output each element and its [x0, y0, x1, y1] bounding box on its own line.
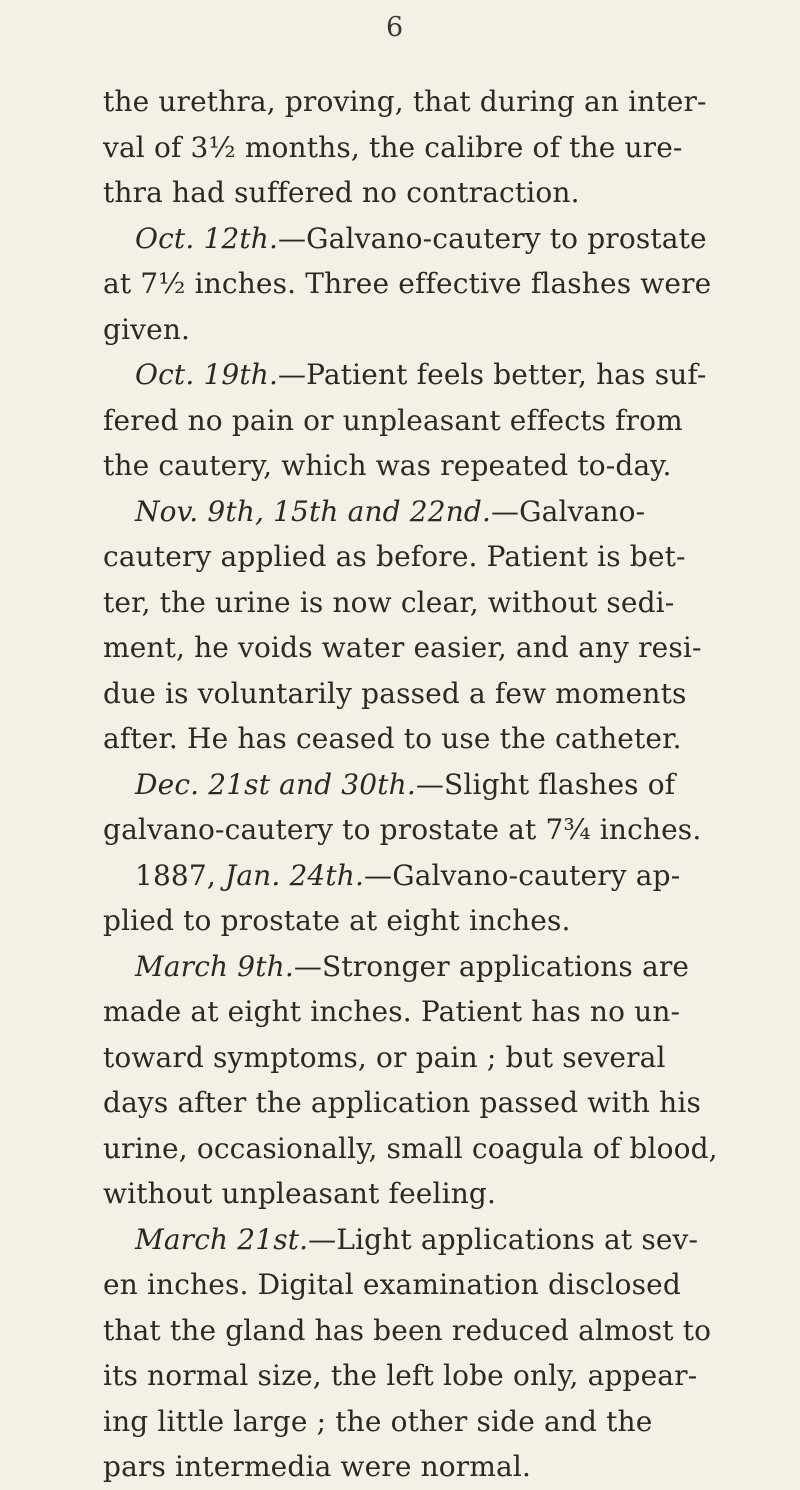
line-text: its normal size, the left lobe only, appear- — [103, 1359, 698, 1392]
text-line — [103, 898, 743, 944]
line-text: —Galvano-cautery ap- — [364, 858, 681, 892]
line-text: made at eight inches. Patient has no un- — [103, 995, 681, 1028]
text-line — [103, 534, 743, 580]
entry-line — [103, 1217, 743, 1263]
text-line — [103, 625, 743, 671]
entry-line — [103, 944, 743, 990]
line-text: —Light applications at sev- — [308, 1222, 699, 1256]
text-line — [103, 989, 743, 1035]
entry-line — [103, 352, 743, 398]
text-line — [103, 580, 743, 626]
line-text: due is voluntarily passed a few moments — [103, 676, 687, 710]
entry-date: Oct. 19th. — [135, 358, 279, 391]
line-text: fered no pain or unpleasant effects from — [103, 403, 683, 437]
line-text: en inches. Digital examination disclosed — [103, 1268, 681, 1301]
line-text: —Stronger applications are — [293, 949, 690, 983]
line-text: given. — [103, 312, 191, 346]
text-line — [103, 1262, 743, 1308]
entry-date: March 9th. — [135, 949, 294, 983]
page-number: 6 — [386, 12, 404, 43]
line-text: ment, he voids water easier, and any resi- — [103, 631, 702, 664]
text-line — [103, 1126, 743, 1172]
line-text: that the gland has been reduced almost to — [103, 1313, 712, 1347]
line-text: toward symptoms, or pain ; but several — [103, 1040, 666, 1074]
text-line — [103, 79, 743, 125]
entry-line — [103, 853, 743, 899]
text-line — [103, 716, 743, 762]
line-text: ter, the urine is now clear, without sedi- — [103, 585, 675, 619]
text-line — [103, 1399, 743, 1445]
line-text: —Slight flashes of — [415, 767, 676, 801]
line-text: thra had suffered no contraction. — [103, 176, 580, 209]
line-text: —Galvano- — [491, 494, 646, 528]
text-line — [103, 1308, 743, 1354]
entry-line — [103, 762, 743, 808]
line-text: val of 3½ months, the calibre of the ure- — [103, 130, 683, 164]
line-text: the urethra, proving, that during an inter- — [103, 85, 707, 118]
entry-date: Dec. 21st and 30th. — [135, 767, 416, 801]
line-text: cautery applied as before. Patient is bet- — [103, 540, 686, 573]
line-text: after. He has ceased to use the catheter. — [103, 722, 682, 755]
line-text: the cautery, which was repeated to-day. — [103, 449, 672, 482]
text-line — [103, 1080, 743, 1126]
line-text: at 7½ inches. Three effective flashes were — [103, 267, 712, 300]
text-line — [103, 807, 743, 853]
text-line — [103, 443, 743, 489]
text-line — [103, 1353, 743, 1399]
entry-year: 1887, — [135, 858, 225, 892]
entry-date: Nov. 9th, 15th and 22nd. — [135, 494, 492, 528]
text-line — [103, 307, 743, 353]
entry-date: Jan. 24th. — [224, 858, 365, 892]
entry-line — [103, 489, 743, 535]
line-text: —Patient feels better, has suf- — [278, 358, 707, 391]
line-text: pars intermedia were normal. — [103, 1450, 532, 1483]
text-line — [103, 398, 743, 444]
line-text: days after the application passed with his — [103, 1086, 701, 1119]
line-text: plied to prostate at eight inches. — [103, 904, 571, 937]
text-line — [103, 1035, 743, 1081]
line-text: galvano-cautery to prostate at 7¾ inches. — [103, 813, 702, 846]
text-line — [103, 170, 743, 216]
entry-line — [103, 216, 743, 262]
text-line — [103, 1444, 743, 1490]
entry-date: Oct. 12th. — [135, 221, 279, 255]
text-line — [103, 125, 743, 171]
body-text — [103, 79, 743, 1490]
line-text: without unpleasant feeling. — [103, 1177, 497, 1210]
line-text: ing little large ; the other side and the — [103, 1404, 653, 1438]
text-line — [103, 1171, 743, 1217]
line-text: —Galvano-cautery to prostate — [278, 221, 707, 255]
text-line — [103, 261, 743, 307]
text-line — [103, 671, 743, 717]
entry-date: March 21st. — [135, 1222, 309, 1256]
line-text: urine, occasionally, small coagula of blood, — [103, 1131, 718, 1165]
